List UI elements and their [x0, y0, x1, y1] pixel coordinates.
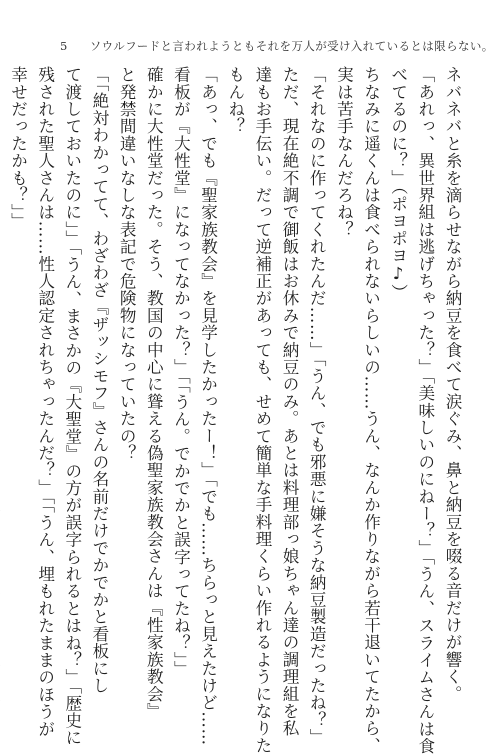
text-line: 実は苦手なんだろね？ — [334, 66, 354, 238]
text-line: と発禁間違いなしな表記で危険物になっていたの？ — [117, 66, 137, 462]
text-line: 残された聖人さんは……性人認定されちゃったんだ？」「「うん、埋もれたままのほうが — [35, 66, 55, 738]
text-line: 看板が『大性堂』になってなかった？」「「うん。でかでかと誤字ってたね？」」 — [171, 66, 191, 678]
vertical-text-body — [0, 66, 466, 755]
text-line: 幸せだったかも？」」 — [8, 66, 28, 230]
text-line: 「「絶対わかってて、わざわざ『ザッシモフ』さんの名前だけでかでかと看板にし — [89, 66, 109, 695]
text-line: 「あれっ、異世界組は逃げちゃった？」「美味しいのにねー？」「うん、スライムさんは食 — [415, 66, 435, 755]
text-line: ネバネバと糸を滴らせながら納豆を食べて涙ぐみ、鼻と納豆を啜る音だけが響く。 — [443, 66, 462, 703]
text-line: 達もお手伝い。だって逆補正があっても、せめて簡単な手料理くらい作れるようになりた — [252, 66, 272, 754]
running-title: ソウルフードと言われようともそれを万人が受け入れているとは限らない。 — [89, 39, 494, 53]
text-line: 「あっ、でも『聖家族教会』を見学したかったー！」「でも……ちらっと見えたけど…… — [198, 66, 218, 746]
text-line: 「それなのに作ってくれたんだ……」「うん、でも邪悪に嫌そうな納豆製造だったね？」 — [307, 66, 327, 746]
text-line: べてるのに？」（ポヨポヨ♪） — [388, 66, 408, 301]
text-line — [0, 66, 4, 686]
text-line: て渡しておいたのに」」「うん、まさかの『大聖堂』の方が誤字られるとはね？」「歴史に — [62, 66, 82, 747]
text-line: ただ、現在絶不調で御飯はお休みで納豆のみ。あとは料理部っ娘ちゃん達の調理組を私 — [280, 66, 300, 737]
text-line: 確かに大性堂だった。そう、教国の中心に聳える偽聖家族教会さんは『性家族教会』 — [144, 66, 164, 720]
text-line: もんね？ — [225, 66, 245, 135]
page-number: 5 — [60, 39, 68, 53]
text-line: ちなみに遥くんは食べられないらしいの……うん、なんか作りながら若干退いてたから、 — [361, 66, 381, 754]
page-header — [60, 38, 494, 56]
